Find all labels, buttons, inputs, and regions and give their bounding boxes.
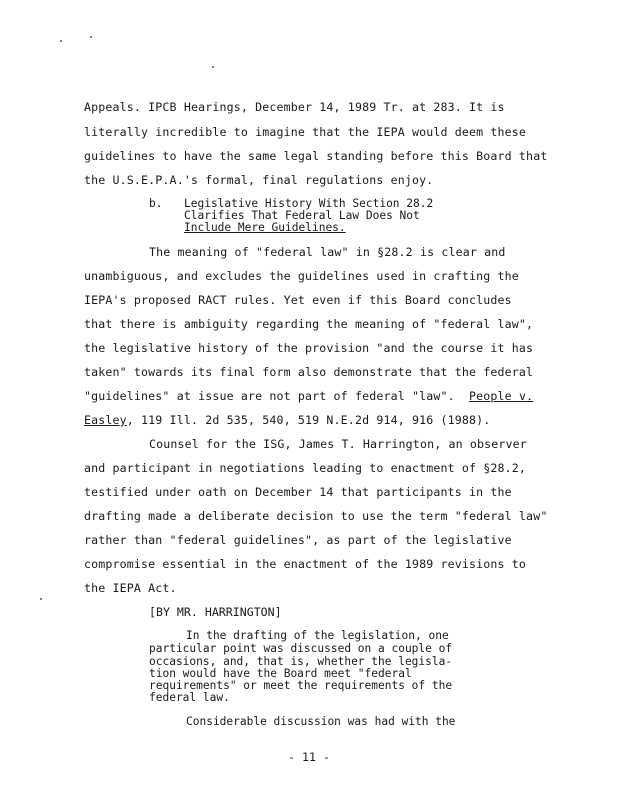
paragraph-1-line: guidelines to have the same legal standing before this Board that xyxy=(84,149,548,163)
paragraph-2-line xyxy=(84,389,533,403)
quote-line: requirements" or meet the requirements of the xyxy=(149,679,453,692)
quote-line: occasions, and, that is, whether the legisla- xyxy=(149,655,453,668)
section-heading-line: Legislative History With Section 28.2 xyxy=(184,197,434,210)
paragraph-3-line: rather than "federal guidelines", as part of the legislative xyxy=(84,533,512,547)
scan-speck xyxy=(212,66,214,68)
paragraph-3-line xyxy=(149,437,527,451)
paragraph-3-line: and participant in negotiations leading to enactment of §28.2, xyxy=(84,461,527,475)
quote-line: In the drafting of the legislation, one xyxy=(186,629,449,642)
section-marker: b. xyxy=(149,197,163,210)
paragraph-3-text: Counsel for the ISG, James T. Harrington, an observer xyxy=(149,437,527,451)
paragraph-3-line: drafting made a deliberate decision to use the term "federal law" xyxy=(84,509,548,523)
paragraph-1-line: Appeals. IPCB Hearings, December 14, 1989 Tr. at 283. It is xyxy=(84,100,505,114)
scan-speck xyxy=(90,36,92,38)
paragraph-2-text: The meaning of "federal law" in §28.2 is clear and xyxy=(149,245,506,259)
paragraph-1-line: the U.S.E.P.A.'s formal, final regulations enjoy. xyxy=(84,173,434,187)
case-citation: Easley xyxy=(84,413,127,427)
section-heading-line: Clarifies That Federal Law Does Not xyxy=(184,209,420,222)
paragraph-2-line: that there is ambiguity regarding the meaning of "federal law", xyxy=(84,317,534,331)
citation-reporter: , 119 Ill. 2d 535, 540, 519 N.E.2d 914, 916 (1988). xyxy=(126,413,491,427)
paragraph-1-line: literally incredible to imagine that the IEPA would deem these xyxy=(84,125,527,139)
quote-line: particular point was discussed on a couple of xyxy=(149,642,453,655)
paragraph-3-line: the IEPA Act. xyxy=(84,581,177,595)
scan-speck xyxy=(60,40,62,42)
paragraph-2-line: taken" towards its final form also demonstrate that the federal xyxy=(84,365,534,379)
page-number: - 11 - xyxy=(288,750,330,764)
quote-line: tion would have the Board meet "federal xyxy=(149,667,412,680)
paragraph-2-line: IEPA's proposed RACT rules. Yet even if this Board concludes xyxy=(84,293,512,307)
paragraph-3-line: testified under oath on December 14 that participants in the xyxy=(84,485,512,499)
paragraph-3-line: compromise essential in the enactment of the 1989 revisions to xyxy=(84,557,527,571)
quote-line: Considerable discussion was had with the xyxy=(186,715,456,728)
paragraph-2-text: "guidelines" at issue are not part of federal "law". xyxy=(84,389,455,403)
paragraph-2-line: the legislative history of the provision "and the course it has xyxy=(84,341,534,355)
quote-line: federal law. xyxy=(149,691,230,704)
scan-speck xyxy=(40,598,42,600)
case-citation: People v. xyxy=(469,389,534,403)
paragraph-2-line: unambiguous, and excludes the guidelines used in crafting the xyxy=(84,269,519,283)
section-heading xyxy=(149,197,434,210)
speaker-tag: [BY MR. HARRINGTON] xyxy=(149,605,282,619)
paragraph-2-line xyxy=(84,413,490,427)
paragraph-2-line xyxy=(149,245,506,259)
section-heading-line: Include Mere Guidelines. xyxy=(184,221,346,234)
